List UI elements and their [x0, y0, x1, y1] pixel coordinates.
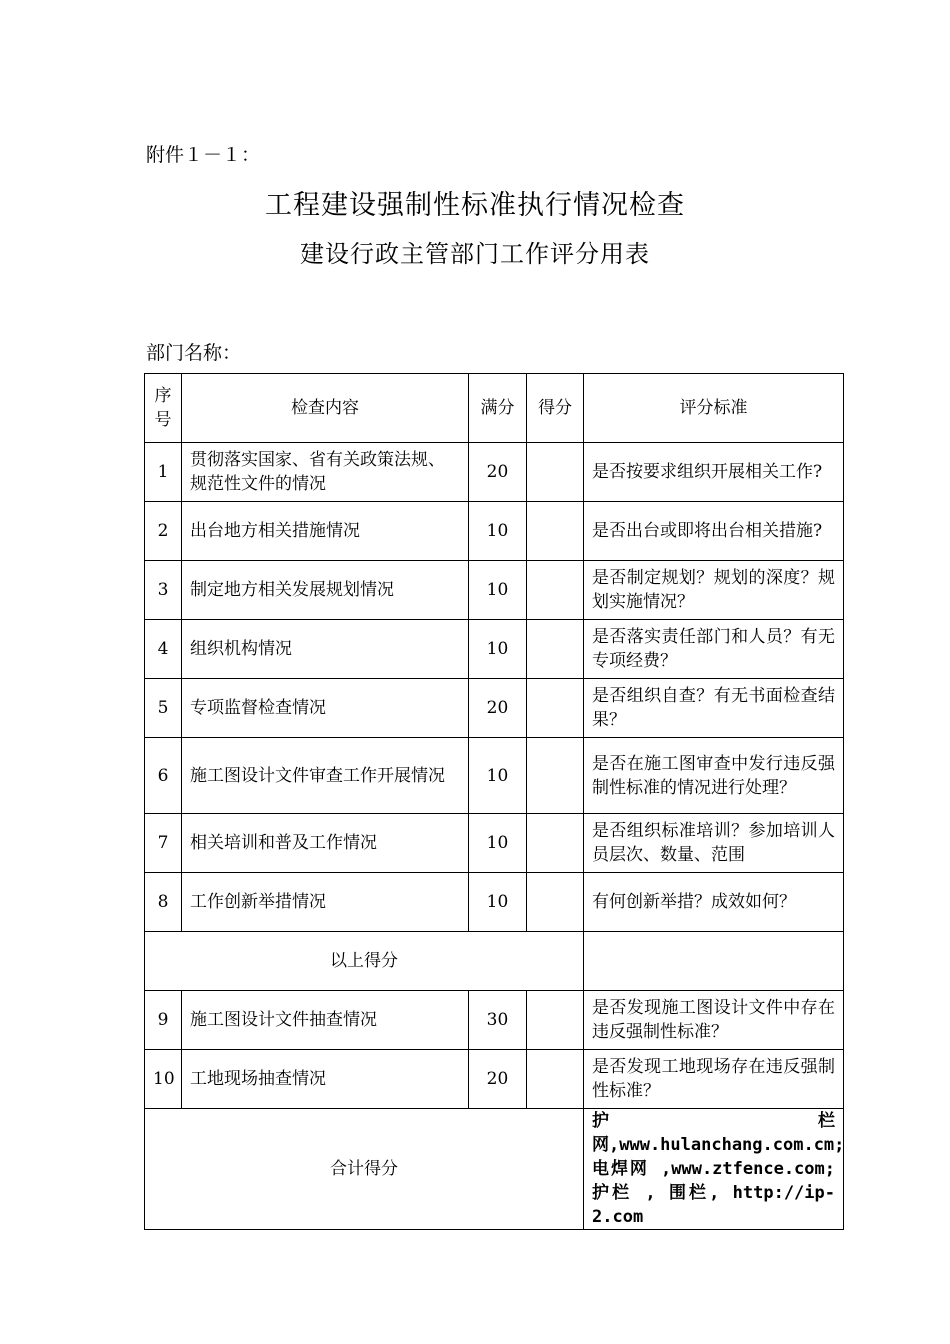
total-note: 护栏网,www.hulanchang.com.cm; 电焊网 ,www.ztfence.com; 护栏 , 围栏, http://ip-2.com — [584, 1109, 844, 1230]
page-subtitle: 建设行政主管部门工作评分用表 — [300, 240, 650, 268]
row-criteria: 是否发现工地现场存在违反强制性标准？ — [584, 1050, 844, 1109]
row-criteria: 有何创新举措？成效如何？ — [584, 873, 844, 932]
row-seq: 5 — [145, 679, 182, 738]
col-header-full: 满分 — [469, 374, 527, 443]
row-content: 制定地方相关发展规划情况 — [182, 561, 469, 620]
row-seq: 3 — [145, 561, 182, 620]
page-title: 工程建设强制性标准执行情况检查 — [265, 190, 685, 221]
row-content: 组织机构情况 — [182, 620, 469, 679]
table-row — [145, 991, 844, 1050]
row-seq: 8 — [145, 873, 182, 932]
row-seq: 6 — [145, 738, 182, 814]
subtotal-value[interactable] — [584, 932, 844, 991]
col-header-score: 得分 — [527, 374, 584, 443]
row-seq: 1 — [145, 443, 182, 502]
row-score[interactable] — [527, 679, 584, 738]
row-content: 贯彻落实国家、省有关政策法规、规范性文件的情况 — [182, 443, 469, 502]
scoring-table — [144, 373, 844, 1230]
department-name-label: 部门名称： — [146, 342, 242, 364]
row-content: 专项监督检查情况 — [182, 679, 469, 738]
row-full: 30 — [469, 991, 527, 1050]
row-content: 出台地方相关措施情况 — [182, 502, 469, 561]
row-criteria: 是否组织自查？有无书面检查结果？ — [584, 679, 844, 738]
table-row — [145, 443, 844, 502]
row-score[interactable] — [527, 502, 584, 561]
table-row — [145, 873, 844, 932]
table-row — [145, 738, 844, 814]
row-score[interactable] — [527, 991, 584, 1050]
row-full: 10 — [469, 873, 527, 932]
row-full: 10 — [469, 738, 527, 814]
table-row — [145, 1050, 844, 1109]
total-row — [145, 1109, 844, 1230]
row-seq: 2 — [145, 502, 182, 561]
row-content: 施工图设计文件审查工作开展情况 — [182, 738, 469, 814]
row-content: 工地现场抽查情况 — [182, 1050, 469, 1109]
row-criteria: 是否组织标准培训？参加培训人员层次、数量、范围 — [584, 814, 844, 873]
attachment-label: 附件１－１： — [146, 144, 261, 166]
table-row — [145, 679, 844, 738]
table-row — [145, 814, 844, 873]
row-full: 10 — [469, 814, 527, 873]
col-header-content: 检查内容 — [182, 374, 469, 443]
row-score[interactable] — [527, 620, 584, 679]
row-score[interactable] — [527, 443, 584, 502]
row-seq: 7 — [145, 814, 182, 873]
row-full: 20 — [469, 679, 527, 738]
table-row — [145, 502, 844, 561]
row-criteria: 是否落实责任部门和人员？有无专项经费？ — [584, 620, 844, 679]
row-content: 施工图设计文件抽查情况 — [182, 991, 469, 1050]
row-seq: 9 — [145, 991, 182, 1050]
row-criteria: 是否出台或即将出台相关措施? — [584, 502, 844, 561]
col-header-criteria: 评分标准 — [584, 374, 844, 443]
row-seq: 10 — [145, 1050, 182, 1109]
row-score[interactable] — [527, 1050, 584, 1109]
subtotal-label: 以上得分 — [145, 932, 584, 991]
subtotal-row — [145, 932, 844, 991]
total-label: 合计得分 — [145, 1109, 584, 1230]
row-criteria: 是否在施工图审查中发行违反强制性标准的情况进行处理？ — [584, 738, 844, 814]
row-content: 相关培训和普及工作情况 — [182, 814, 469, 873]
row-full: 20 — [469, 443, 527, 502]
col-header-seq: 序号 — [145, 374, 182, 443]
row-full: 10 — [469, 561, 527, 620]
row-criteria: 是否制定规划？规划的深度？规划实施情况？ — [584, 561, 844, 620]
row-score[interactable] — [527, 873, 584, 932]
row-criteria: 是否发现施工图设计文件中存在违反强制性标准？ — [584, 991, 844, 1050]
row-score[interactable] — [527, 561, 584, 620]
row-content: 工作创新举措情况 — [182, 873, 469, 932]
table-header-row — [145, 374, 844, 443]
row-full: 10 — [469, 620, 527, 679]
row-full: 20 — [469, 1050, 527, 1109]
row-full: 10 — [469, 502, 527, 561]
table-row — [145, 620, 844, 679]
row-criteria: 是否按要求组织开展相关工作? — [584, 443, 844, 502]
table-row — [145, 561, 844, 620]
row-seq: 4 — [145, 620, 182, 679]
row-score[interactable] — [527, 738, 584, 814]
row-score[interactable] — [527, 814, 584, 873]
